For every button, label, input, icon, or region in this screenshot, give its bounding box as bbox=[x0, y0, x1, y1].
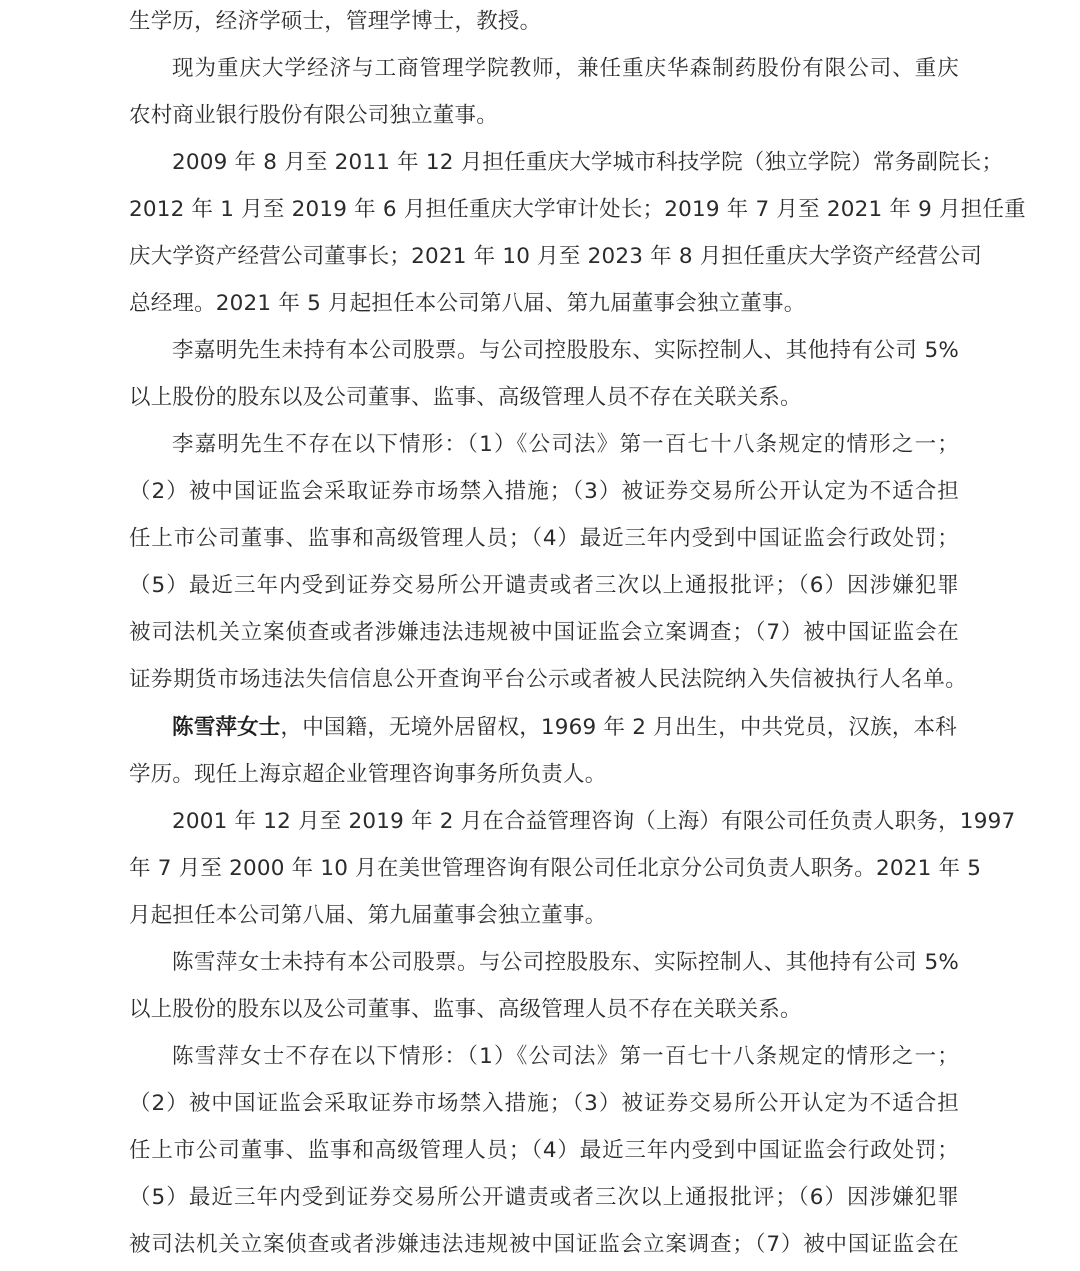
text-line: 被司法机关立案侦查或者涉嫌违法违规被中国证监会立案调查；（7）被中国证监会在 bbox=[129, 620, 959, 645]
text-line: 现为重庆大学经济与工商管理学院教师，兼任重庆华森制药股份有限公司、重庆 bbox=[172, 56, 959, 81]
text-run: ，中国籍，无境外居留权，1969 年 2 月出生，中共党员，汉族，本科 bbox=[280, 715, 957, 740]
text-line: 以上股份的股东以及公司董事、监事、高级管理人员不存在关联关系。 bbox=[129, 385, 802, 410]
text-line: （2）被中国证监会采取证券市场禁入措施；（3）被证券交易所公开认定为不适合担 bbox=[129, 479, 959, 504]
text-line: 2001 年 12 月至 2019 年 2 月在合益管理咨询（上海）有限公司任负责人职务，1997 bbox=[172, 809, 1016, 834]
text-line: 李嘉明先生不存在以下情形：（1）《公司法》第一百七十八条规定的情形之一； bbox=[172, 432, 959, 457]
text-line: 农村商业银行股份有限公司独立董事。 bbox=[129, 103, 498, 128]
text-line: 2009 年 8 月至 2011 年 12 月担任重庆大学城市科技学院（独立学院）常务副院长； bbox=[172, 150, 1004, 175]
text-line: （2）被中国证监会采取证券市场禁入措施；（3）被证券交易所公开认定为不适合担 bbox=[129, 1091, 959, 1116]
text-line: 任上市公司董事、监事和高级管理人员；（4）最近三年内受到中国证监会行政处罚； bbox=[129, 526, 959, 551]
text-line: 证券期货市场违法失信信息公开查询平台公示或者被人民法院纳入失信被执行人名单。 bbox=[129, 667, 967, 692]
text-line: 被司法机关立案侦查或者涉嫌违法违规被中国证监会立案调查；（7）被中国证监会在 bbox=[129, 1232, 959, 1257]
text-line: 陈雪萍女士未持有本公司股票。与公司控股股东、实际控制人、其他持有公司 5% bbox=[172, 950, 959, 975]
text-line: 2012 年 1 月至 2019 年 6 月担任重庆大学审计处长；2019 年 7 月至 2021 年 9 月担任重 bbox=[129, 197, 1026, 222]
text-line: 陈雪萍女士不存在以下情形：（1）《公司法》第一百七十八条规定的情形之一； bbox=[172, 1044, 959, 1069]
text-line: 年 7 月至 2000 年 10 月在美世管理咨询有限公司任北京分公司负责人职务。2021 年 5 bbox=[129, 856, 982, 881]
text-line: 总经理。2021 年 5 月起担任本公司第八届、第九届董事会独立董事。 bbox=[129, 291, 806, 316]
text-line: 庆大学资产经营公司董事长；2021 年 10 月至 2023 年 8 月担任重庆大学资产经营公司 bbox=[129, 244, 982, 269]
text-line: （5）最近三年内受到证券交易所公开谴责或者三次以上通报批评；（6）因涉嫌犯罪 bbox=[129, 1185, 959, 1210]
text-line: 生学历，经济学硕士，管理学博士，教授。 bbox=[129, 9, 542, 34]
text-line bbox=[172, 713, 959, 743]
text-line: 月起担任本公司第八届、第九届董事会独立董事。 bbox=[129, 903, 607, 928]
person-name: 陈雪萍女士 bbox=[172, 715, 281, 740]
text-line: 李嘉明先生未持有本公司股票。与公司控股股东、实际控制人、其他持有公司 5% bbox=[172, 338, 959, 363]
text-line: 学历。现任上海京超企业管理咨询事务所负责人。 bbox=[129, 762, 607, 787]
text-line: 以上股份的股东以及公司董事、监事、高级管理人员不存在关联关系。 bbox=[129, 997, 802, 1022]
text-line: 任上市公司董事、监事和高级管理人员；（4）最近三年内受到中国证监会行政处罚； bbox=[129, 1138, 959, 1163]
text-line: （5）最近三年内受到证券交易所公开谴责或者三次以上通报批评；（6）因涉嫌犯罪 bbox=[129, 573, 959, 598]
